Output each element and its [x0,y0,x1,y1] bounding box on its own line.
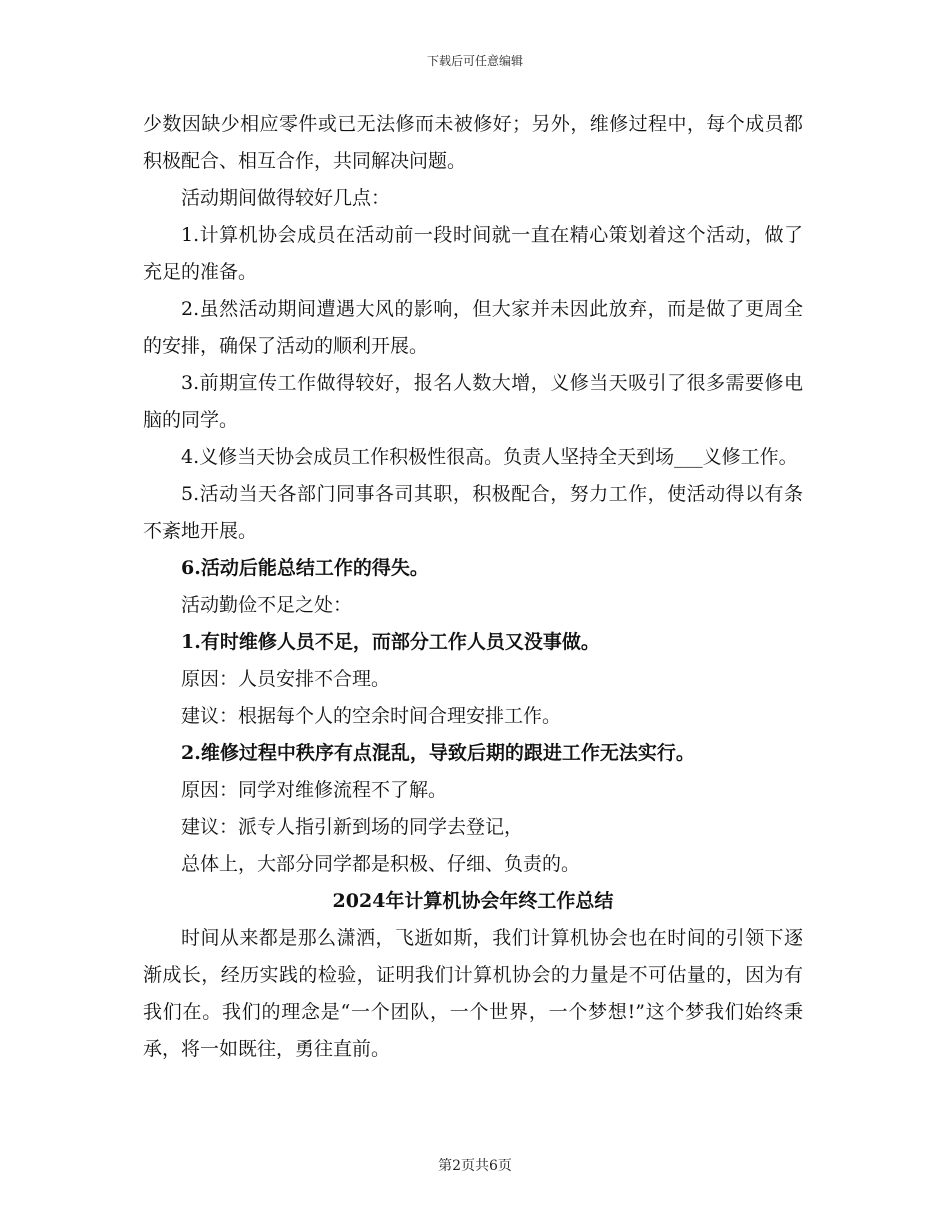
list-item: 1.计算机协会成员在活动前一段时间就一直在精心策划着这个活动，做了充足的准备。 [143,224,803,283]
paragraph: 建议：派专人指引新到场的同学去登记， [181,816,524,838]
page-header-note: 下载后可任意编辑 [426,54,523,68]
list-item: 1.有时维修人员不足，而部分工作人员又没事做。 [181,631,600,653]
paragraph: 原因：人员安排不合理。 [181,668,391,690]
paragraph: 原因：同学对维修流程不了解。 [181,779,448,801]
list-item: 4.义修当天协会成员工作积极性很高。负责人坚持全天到场___义修工作。 [181,446,798,468]
paragraph: 少数因缺少相应零件或已无法修而未被修好；另外，维修过程中，每个成员都积极配合、相互合作，共同解决问题。 [143,113,803,172]
paragraph: 时间从来都是那么潇洒，飞逝如斯，我们计算机协会也在时间的引领下逐渐成长，经历实践的检验，证明我们计算机协会的力量是不可估量的，因为有我们在。我们的理念是“一个团队，一个世界，一个梦想!”这个梦我们始终秉承，将一如既往，勇往直前。 [143,927,803,1060]
paragraph: 活动期间做得较好几点： [181,187,391,209]
paragraph: 活动勤俭不足之处： [181,594,353,616]
paragraph: 总体上，大部分同学都是积极、仔细、负责的。 [181,853,581,875]
list-item: 2.虽然活动期间遭遇大风的影响，但大家并未因此放弃，而是做了更周全的安排，确保了活动的顺利开展。 [143,298,803,357]
list-item: 5.活动当天各部门同事各司其职，积极配合，努力工作，使活动得以有条不紊地开展。 [143,483,803,542]
section-title: 2024年计算机协会年终工作总结 [332,890,614,912]
list-item: 3.前期宣传工作做得较好，报名人数大增，义修当天吸引了很多需要修电脑的同学。 [143,372,803,431]
paragraph: 建议：根据每个人的空余时间合理安排工作。 [181,705,562,727]
list-item: 2.维修过程中秩序有点混乱，导致后期的跟进工作无法实行。 [181,742,695,764]
document-body [143,106,803,1068]
list-item: 6.活动后能总结工作的得失。 [181,557,429,579]
page-footer-number: 第2页共6页 [438,1158,512,1174]
